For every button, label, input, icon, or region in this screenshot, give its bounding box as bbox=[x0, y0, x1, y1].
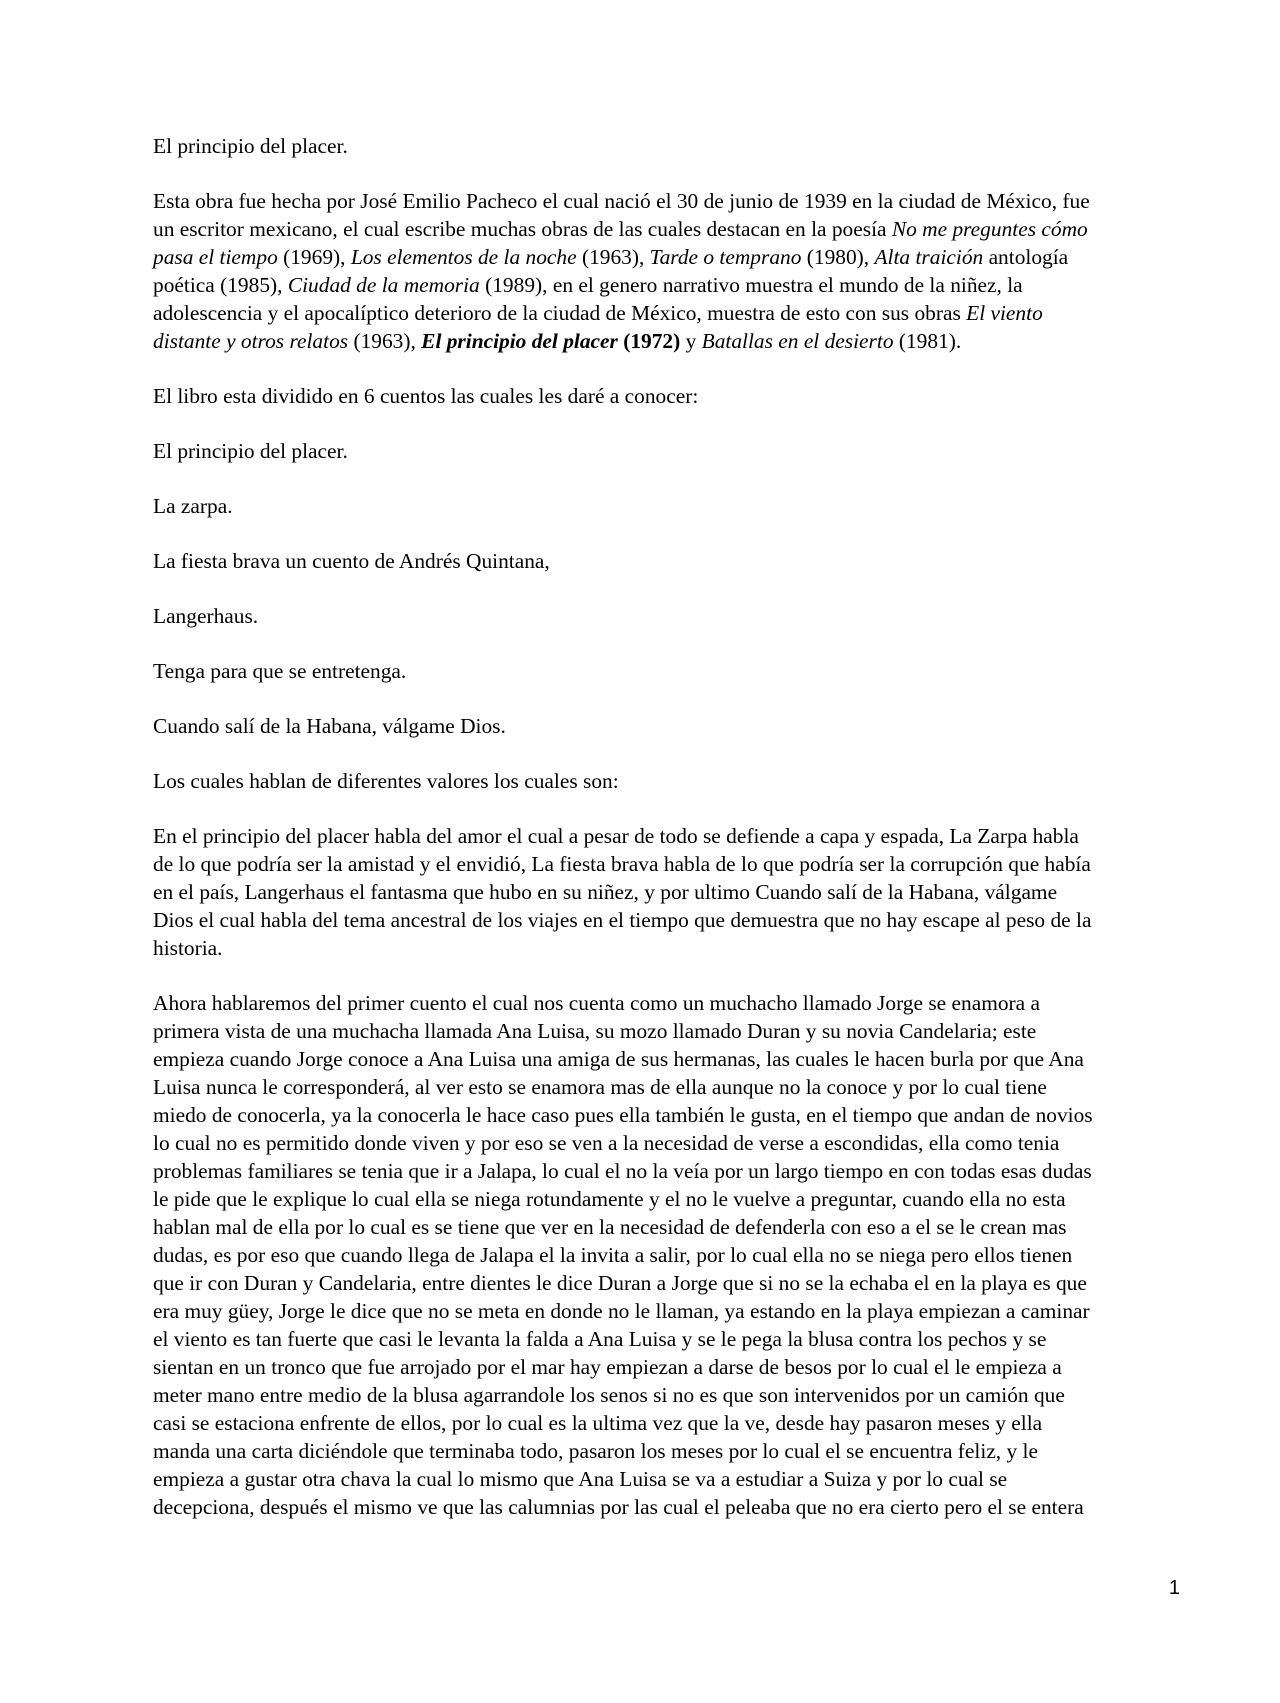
intro-text: un escritor mexicano, el cual escribe muchas obras de las cuales destacan en la poesía bbox=[153, 217, 892, 241]
values-intro: Los cuales hablan de diferentes valores los cuales son: bbox=[153, 769, 619, 793]
intro-text: adolescencia y el apocalíptico deterioro de la ciudad de México, muestra de esto con sus obras bbox=[153, 301, 967, 325]
paragraph-line: sientan en un tronco que fue arrojado por el mar hay empiezan a darse de besos por lo cual el le empieza a bbox=[153, 1355, 1062, 1379]
paragraph-line: lo cual no es permitido donde viven y por eso se ven a la necesidad de verse a escondidas, ella como tenia bbox=[153, 1131, 1060, 1155]
paragraph-line: empieza a gustar otra chava la cual lo mismo que Ana Luisa se va a estudiar a Suiza y por lo cual se bbox=[153, 1467, 1008, 1491]
paragraph-line: dudas, es por eso que cuando llega de Jalapa el la invita a salir, por lo cual ella no se niega pero ellos tienen bbox=[153, 1243, 1073, 1267]
work-title: Tarde o temprano bbox=[649, 245, 802, 269]
intro-line-6 bbox=[153, 327, 1183, 355]
story-item: El principio del placer. bbox=[153, 439, 348, 463]
intro-text: (1969), bbox=[277, 245, 351, 269]
page-number: 1 bbox=[1168, 1577, 1180, 1599]
values-paragraph bbox=[153, 822, 1183, 962]
paragraph-line: Ahora hablaremos del primer cuento el cual nos cuenta como un muchacho llamado Jorge se enamora a bbox=[153, 991, 1040, 1015]
work-title: distante y otros relatos bbox=[153, 329, 349, 353]
paragraph-line: era muy güey, Jorge le dice que no se meta en donde no le llaman, ya estando en la playa empiezan a caminar bbox=[153, 1299, 1090, 1323]
paragraph-line: que ir con Duran y Candelaria, entre dientes le dice Duran a Jorge que si no se la echaba el en la playa es que bbox=[153, 1271, 1087, 1295]
paragraph-line: Dios el cual habla del tema ancestral de los viajes en el tiempo que demuestra que no hay escape al peso de la bbox=[153, 908, 1092, 932]
story-item: Tenga para que se entretenga. bbox=[153, 659, 407, 683]
paragraph-line: decepciona, después el mismo ve que las calumnias por las cual el peleaba que no era cierto pero el se entera bbox=[153, 1495, 1084, 1519]
work-title: pasa el tiempo bbox=[153, 245, 278, 269]
paragraph-line: meter mano entre medio de la blusa agarrandole los senos si no es que son intervenidos por un camión que bbox=[153, 1383, 1065, 1407]
work-title-bold: El principio del placer bbox=[421, 329, 618, 353]
intro-text: (1963), bbox=[576, 245, 650, 269]
paragraph-line: hablan mal de ella por lo cual es se tiene que ver en la necesidad de defenderla con eso a el se le crean mas bbox=[153, 1215, 1067, 1239]
paragraph-line: le pide que le explique lo cual ella se niega rotundamente y el no le vuelve a preguntar, cuando ella no esta bbox=[153, 1187, 1066, 1211]
intro-text: (1981). bbox=[893, 329, 962, 353]
paragraph-line: casi se estaciona enfrente de ellos, por lo cual es la ultima vez que la ve, desde hay pasaron meses y ella bbox=[153, 1411, 1043, 1435]
work-title: Los elementos de la noche bbox=[350, 245, 577, 269]
paragraph-line: empieza cuando Jorge conoce a Ana Luisa una amiga de sus hermanas, las cuales le hacen burla por que Ana bbox=[153, 1047, 1084, 1071]
paragraph-line: Luisa nunca le corresponderá, al ver esto se enamora mas de ella aunque no la conoce y por lo cual tiene bbox=[153, 1075, 1047, 1099]
intro-line-4 bbox=[153, 271, 1183, 299]
story-item: La zarpa. bbox=[153, 494, 233, 518]
intro-text: (1963), bbox=[348, 329, 422, 353]
paragraph-line: el viento es tan fuerte que casi le levanta la falda a Ana Luisa y se le pega la blusa contra los pechos y se bbox=[153, 1327, 1047, 1351]
divided-paragraph: El libro esta dividido en 6 cuentos las cuales les daré a conocer: bbox=[153, 384, 699, 408]
intro-line-1: Esta obra fue hecha por José Emilio Pacheco el cual nació el 30 de junio de 1939 en la ciudad de México, fue bbox=[153, 189, 1090, 213]
paragraph-line: de lo que podría ser la amistad y el envidió, La fiesta brava habla de lo que podría ser la corrupción que había bbox=[153, 852, 1091, 876]
paragraph-line: manda una carta diciéndole que terminaba todo, pasaron los meses por lo cual el se encuentra feliz, y le bbox=[153, 1439, 1038, 1463]
intro-text: y bbox=[680, 329, 702, 353]
paragraph-line: primera vista de una muchacha llamada Ana Luisa, su mozo llamado Duran y su novia Candelaria; este bbox=[153, 1019, 1037, 1043]
paragraph-line: En el principio del placer habla del amor el cual a pesar de todo se defiende a capa y espada, La Zarpa habla bbox=[153, 824, 1079, 848]
story-item: Cuando salí de la Habana, válgame Dios. bbox=[153, 714, 506, 738]
paragraph-line: en el país, Langerhaus el fantasma que hubo en su niñez, y por ultimo Cuando salí de la Habana, válgame bbox=[153, 880, 1058, 904]
story-item: Langerhaus. bbox=[153, 604, 259, 628]
paragraph-line: miedo de conocerla, ya la conocerla le hace caso pues ella también le gusta, en el tiempo que andan de novios bbox=[153, 1103, 1093, 1127]
intro-text: (1989), en el genero narrativo muestra el mundo de la niñez, la bbox=[479, 273, 1023, 297]
intro-line-2 bbox=[153, 215, 1183, 243]
work-title: Batallas en el desierto bbox=[701, 329, 894, 353]
intro-text: antología bbox=[983, 245, 1069, 269]
work-title: No me preguntes cómo bbox=[891, 217, 1088, 241]
intro-line-5 bbox=[153, 299, 1183, 327]
summary-paragraph bbox=[153, 989, 1183, 1521]
intro-line-3 bbox=[153, 243, 1183, 271]
paragraph-line: historia. bbox=[153, 936, 223, 960]
paragraph-line: problemas familiares se tenia que ir a Jalapa, lo cual el no la veía por un largo tiempo en con todas esas dudas bbox=[153, 1159, 1092, 1183]
story-item: La fiesta brava un cuento de Andrés Quintana, bbox=[153, 549, 550, 573]
work-title: Alta traición bbox=[874, 245, 984, 269]
work-title: Ciudad de la memoria bbox=[287, 273, 480, 297]
document-page bbox=[153, 132, 1183, 1548]
work-year-bold: (1972) bbox=[617, 329, 681, 353]
intro-text: poética (1985), bbox=[153, 273, 288, 297]
work-title: El viento bbox=[966, 301, 1043, 325]
document-title: El principio del placer. bbox=[153, 134, 348, 158]
intro-paragraph bbox=[153, 187, 1183, 355]
intro-text: (1980), bbox=[801, 245, 875, 269]
